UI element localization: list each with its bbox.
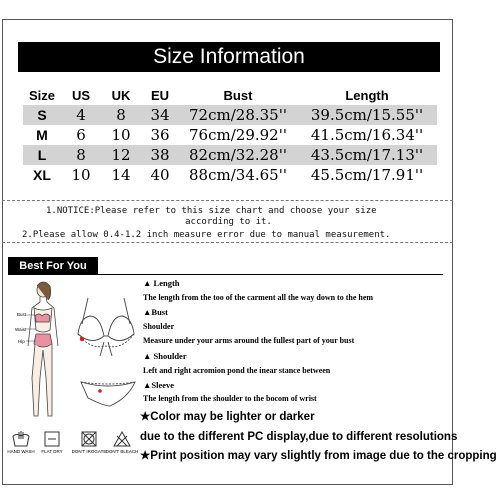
care-label: DON'T IROGATE [71, 449, 107, 454]
cell-eu: 40 [150, 166, 170, 184]
sleeve-heading: ▲Sleeve [143, 380, 175, 390]
header-size: Size [28, 87, 55, 103]
length-heading: ▲ Length [143, 278, 180, 288]
table-row [23, 125, 437, 145]
no-bleach-icon [112, 430, 132, 448]
bust-heading: ▲Bust [143, 307, 168, 317]
cell-uk: 8 [101, 105, 141, 125]
cell-size: XL [33, 167, 51, 183]
cell-length: 45.5cm/17.91'' [310, 166, 424, 184]
cell-us: 4 [61, 105, 101, 125]
header-length: Length [345, 87, 389, 103]
cell-length: 41.5cm/16.34'' [310, 126, 424, 144]
care-item-dont-irogate [71, 430, 107, 454]
best-for-you-badge: Best For You [8, 257, 98, 275]
bra-sketch-illustration [70, 294, 142, 364]
hand-wash-icon [11, 430, 31, 448]
size-info-title: Size Information [18, 42, 440, 72]
sleeve-description: The length from the shoulder to the bocom of wrist [143, 394, 317, 403]
figure-label-bust: Bust [17, 312, 27, 317]
notice-line-2: according to it. [185, 217, 272, 227]
cell-bust: 82cm/32.28'' [179, 145, 297, 165]
figure-leader-lines [26, 313, 46, 343]
header-uk: UK [111, 87, 131, 103]
size-table-header [23, 85, 437, 105]
cell-us: 6 [76, 126, 86, 144]
print-note: ★Print position may vary slightly from image due to the cropping [140, 450, 497, 462]
care-item-dont-bleach [104, 430, 140, 454]
cell-uk: 14 [111, 166, 131, 184]
shoulder-description: Left and right acromion pond the inear stance between [143, 366, 331, 375]
cell-eu: 36 [150, 126, 170, 144]
care-label: HAND WASH [7, 449, 35, 454]
color-note: ★Color may be lighter or darker [140, 411, 315, 423]
dashed-divider [2, 242, 453, 243]
notice-line-1: 1.NOTICE:Please refer to this size chart and choose your size [46, 206, 377, 216]
care-label: DON'T BLEACH [105, 449, 139, 454]
bottom-sketch-illustration [78, 376, 138, 410]
cell-length: 43.5cm/17.13'' [297, 145, 437, 165]
length-description: The length from the too of the carment all the way down to the hem [143, 293, 374, 302]
no-iron-icon [79, 430, 99, 448]
figure-illustration [10, 278, 70, 426]
cell-size: S [23, 105, 61, 125]
cell-bust: 72cm/28.35'' [179, 105, 297, 125]
cell-uk: 10 [111, 126, 131, 144]
table-row [23, 105, 437, 125]
table-row [23, 145, 437, 165]
cell-us: 8 [61, 145, 101, 165]
shoulder-heading: ▲ Shoulder [143, 351, 187, 361]
cell-bust: 88cm/34.65'' [189, 166, 287, 184]
figure-label-hip: Hip [18, 339, 25, 344]
header-eu: EU [150, 87, 170, 103]
best-for-you-rule [98, 274, 443, 275]
shoulder-word: Shoulder [143, 322, 175, 331]
cell-bust: 76cm/29.92'' [189, 126, 287, 144]
cell-uk: 12 [101, 145, 141, 165]
table-row [23, 165, 437, 185]
display-note: due to the different PC display,due to different resolutions [140, 431, 458, 443]
size-table [23, 85, 437, 185]
cell-eu: 38 [141, 145, 179, 165]
notice-line-3: 2.Please allow 0.4-1.2 inch measure error due to manual measurement. [22, 230, 391, 240]
care-label: FLAT DRY [41, 449, 63, 454]
header-bust: Bust [223, 87, 253, 103]
flat-dry-icon [42, 430, 62, 448]
header-us: US [71, 87, 91, 103]
cell-eu: 34 [141, 105, 179, 125]
cell-size: L [23, 145, 61, 165]
bust-description: Measure under your arms around the fullest part of your bust [143, 336, 355, 345]
care-item-flat-dry [34, 430, 70, 454]
cell-length: 39.5cm/15.55'' [297, 105, 437, 125]
cell-size: M [36, 127, 48, 143]
figure-label-waist: Waist [15, 327, 27, 332]
dashed-divider [2, 200, 453, 201]
cell-us: 10 [71, 166, 91, 184]
